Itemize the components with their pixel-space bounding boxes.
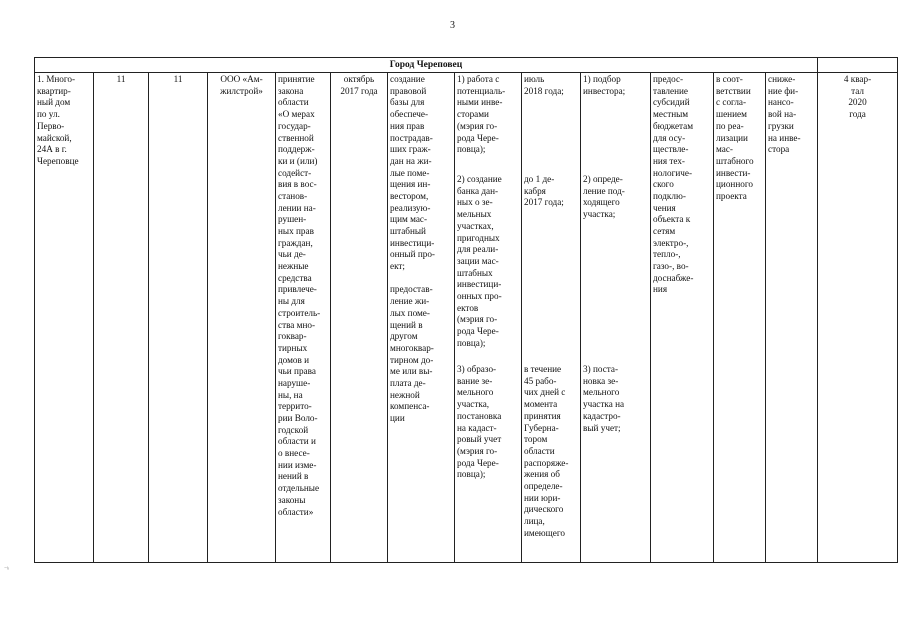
margin-mark: ⁻ᵇ	[4, 567, 10, 573]
measures-cell: создание правовой базы для обеспече- ния прав пострадав- ших граж- дан на жи- лые поме- щения ин- вестором, реализую- щим мас- штабный инвестици- онный про- ект; предостав- ление жи- лых поме- щений в другом многоквар- тирном до- ме или вы- плата де- нежной компенса- ции	[388, 73, 455, 563]
region-title: Город Череповец	[35, 58, 818, 73]
investor-step-1: 1) подбор инвестора;	[583, 74, 626, 96]
developer-cell: ООО «Ам- жилстрой»	[208, 73, 276, 563]
terms-cell	[522, 73, 581, 563]
investor-step-3: 3) поста- новка зе- мельного участка на кадастро- вый учет;	[583, 364, 625, 433]
mayor-work-cell	[455, 73, 522, 563]
burden-cell: сниже- ние фи- нансо- вой на- грузки на инве- стора	[766, 73, 818, 563]
term-1: июль 2018 года;	[524, 74, 564, 96]
table-row	[35, 73, 898, 563]
investor-step-2: 2) опреде- ление под- ходящего участка;	[583, 174, 625, 220]
region-header-row	[35, 58, 898, 73]
term-2: до 1 де- кабря 2017 года;	[524, 174, 564, 208]
count-b-cell: 11	[149, 73, 208, 563]
law-cell: принятие закона области «О мерах государ- ственной поддерж- ки и (или) содейст- вия в вос- станов- лении на- рушен- ных прав граждан, чьи де- нежные средства привлече- ны для строитель- ства мно- гоквар- тирных домов и чьи права наруше- ны, на террито- рии Воло- годской области и о внесе- нии изме- нений в отдельные законы области»	[276, 73, 331, 563]
term-3: в течение 45 рабо- чих дней с момента принятия Губерна- тором области распоряже- жения об определе- нии юри- дического лица, имеющего	[524, 364, 569, 538]
agreement-cell: в соот- ветствии с согла- шением по реа- лизации мас- штабного инвести- ционного проекта	[714, 73, 766, 563]
law-date-cell: октябрь 2017 года	[331, 73, 388, 563]
mayor-work-step-3: 3) образо- вание зе- мельного участка, постановка на кадаст- ровый учет (мэрия го- рода Чере- повца);	[457, 364, 502, 480]
object-cell: 1. Много- квартир- ный дом по ул. Перво- майской, 24А в г. Череповце	[35, 73, 94, 563]
region-header-filler	[818, 58, 898, 73]
page-number: 3	[450, 20, 455, 31]
measures-table	[34, 57, 898, 563]
mayor-work-step-2: 2) создание банка дан- ных о зе- мельных участках, пригодных для реали- зации мас- штабных инвестици- онных про- ектов (мэрия го- рода Чере- повца);	[457, 174, 502, 348]
subsidy-cell: предос- тавление субсидий местным бюджетам для осу- ществле- ния тех- нологиче- ского подклю- чения объекта к сетям электро-, тепло-, газо-, во- доснабже- ния	[651, 73, 714, 563]
mayor-work-step-1: 1) работа с потенциаль- ными инве- сторами (мэрия го- рода Чере- повца);	[457, 74, 506, 155]
investor-work-cell	[581, 73, 651, 563]
count-a-cell: 11	[94, 73, 149, 563]
deadline-cell: 4 квар- тал 2020 года	[818, 73, 898, 563]
